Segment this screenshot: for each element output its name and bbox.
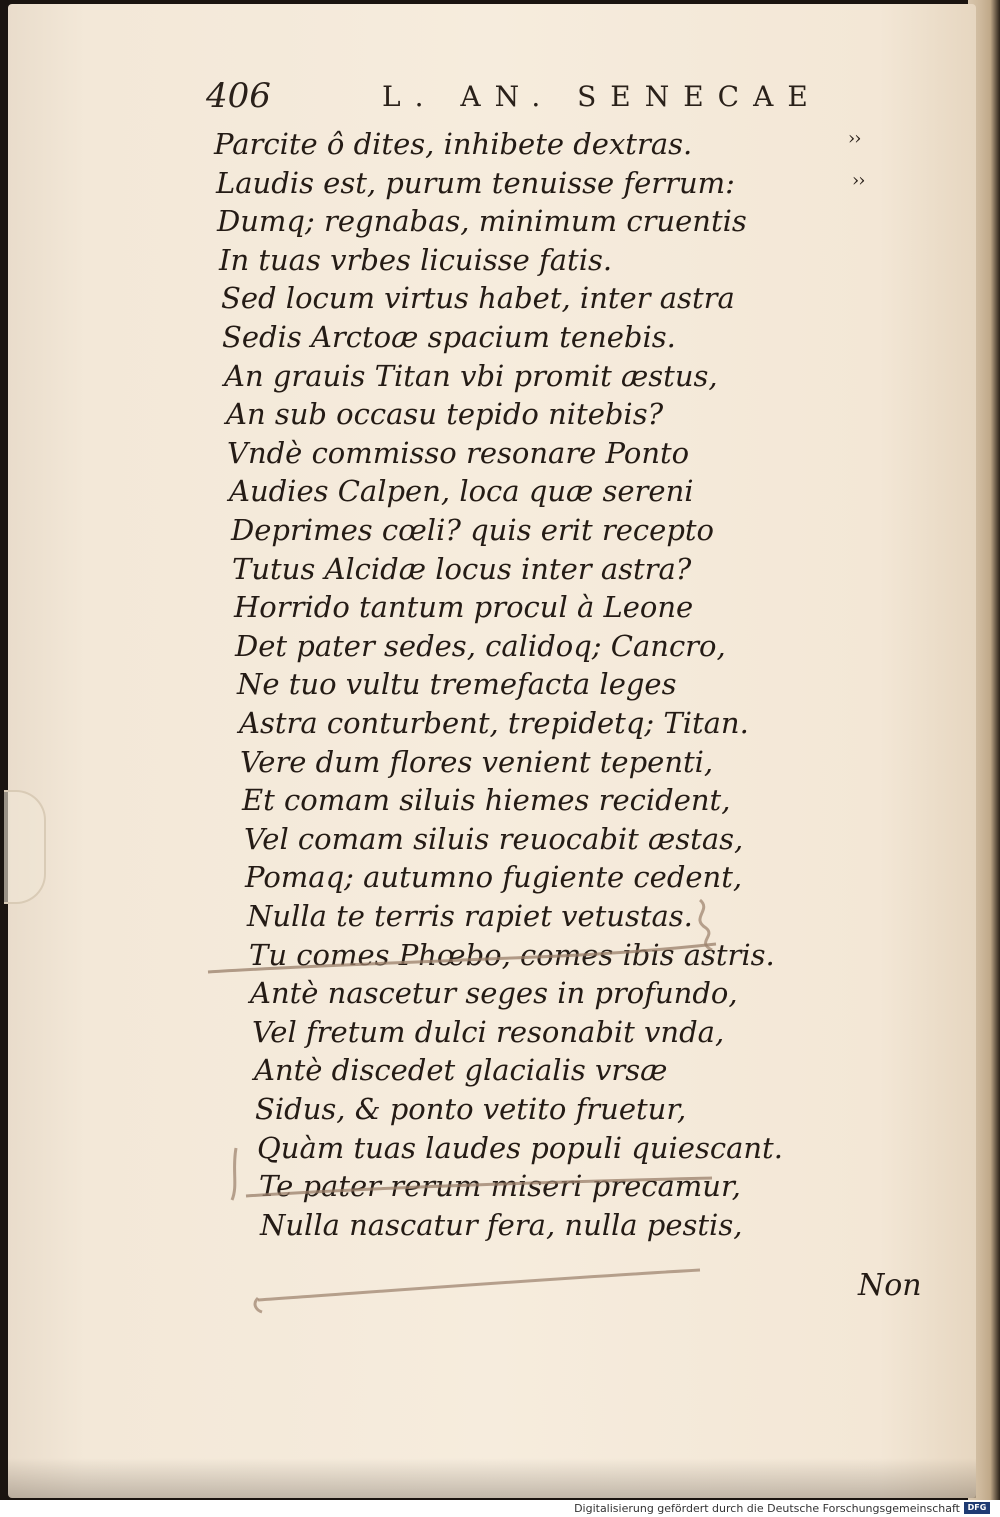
verse-line: Parcite ô dites, inhibete dextras. <box>214 127 693 161</box>
verse-line: Laudis est, purum tenuisse ferrum: <box>216 166 735 200</box>
verse-line: Et comam siluis hiemes recident, <box>242 783 731 817</box>
running-head: L. AN. SENECAE <box>382 80 822 113</box>
verse-line: An grauis Titan vbi promit æstus, <box>224 359 718 393</box>
funding-credit: Digitalisierung gefördert durch die Deutsche Forschungsgemeinschaft <box>574 1502 960 1515</box>
verse-line: Vel comam siluis reuocabit æstas, <box>244 822 744 856</box>
verse-line: Tutus Alcidæ locus inter astra? <box>232 552 692 586</box>
verse-line: Sidus, & ponto vetito fruetur, <box>255 1092 687 1126</box>
verse-line: Sed locum virtus habet, inter astra <box>221 281 735 315</box>
verse-line: Pomaq; autumno fugiente cedent, <box>245 860 743 894</box>
verse-line: Quàm tuas laudes populi quiescant. <box>257 1131 783 1165</box>
verse-line: Nulla te terris rapiet vetustas. <box>247 899 693 933</box>
verse-line: Sedis Arctoæ spacium tenebis. <box>222 320 676 354</box>
margin-quote-mark: ›› <box>848 128 861 149</box>
verse-line: Vere dum flores venient tepenti, <box>240 745 714 779</box>
verse-line: Astra conturbent, trepidetq; Titan. <box>239 706 749 740</box>
dfg-logo: DFG <box>964 1502 990 1514</box>
verse-line: Audies Calpen, loca quæ sereni <box>229 474 694 508</box>
verse-line: Vel fretum dulci resonabit vnda, <box>252 1015 725 1049</box>
verse-line: Deprimes cœli? quis erit recepto <box>231 513 715 547</box>
verse-line: An sub occasu tepido nitebis? <box>226 397 664 431</box>
page-number: 406 <box>206 76 271 116</box>
verse-line: Tu comes Phœbo, comes ibis astris. <box>249 938 775 972</box>
catchword: Non <box>858 1268 922 1303</box>
verse-line: Nulla nascatur fera, nulla pestis, <box>260 1208 743 1242</box>
verse-line: Antè nascetur seges in profundo, <box>250 976 738 1010</box>
verse-line: Det pater sedes, calidoq; Cancro, <box>235 629 726 663</box>
verse-line: Antè discedet glacialis vrsæ <box>254 1053 668 1087</box>
verse-line: Dumq; regnabas, minimum cruentis <box>217 204 747 238</box>
verse-line: In tuas vrbes licuisse fatis. <box>219 243 613 277</box>
margin-quote-mark: ›› <box>852 170 865 191</box>
verse-line: Horrido tantum procul à Leone <box>234 590 694 624</box>
verse-line: Te pater rerum miseri precamur, <box>259 1169 741 1203</box>
verse-line: Vndè commisso resonare Ponto <box>227 436 690 470</box>
verse-line: Ne tuo vultu tremefacta leges <box>237 667 677 701</box>
